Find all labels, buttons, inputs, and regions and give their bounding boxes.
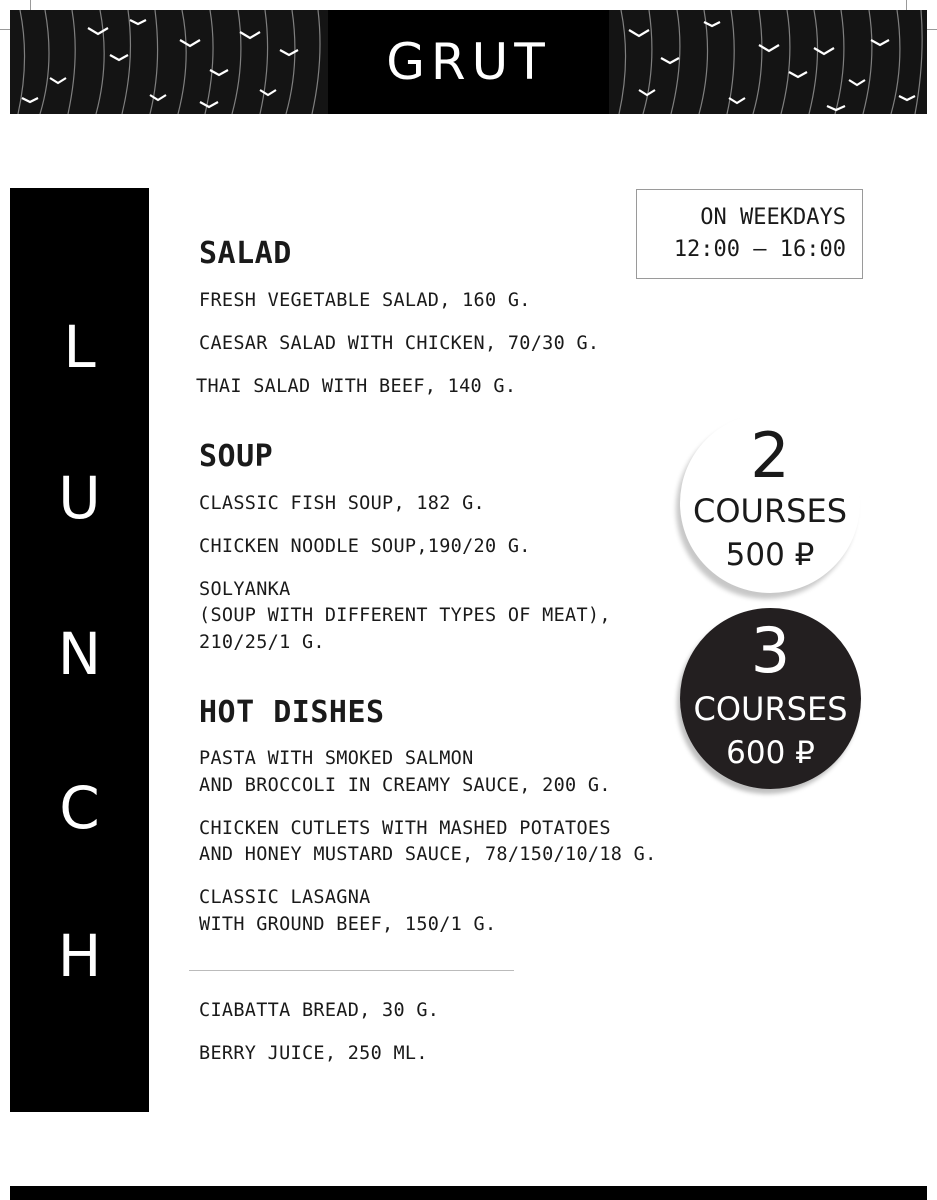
extra-item: CIABATTA BREAD, 30 G. — [199, 1000, 440, 1021]
crop-mark — [927, 29, 937, 30]
bird-pattern-right — [609, 10, 927, 114]
bottom-bar — [10, 1186, 927, 1200]
hours-box — [636, 189, 863, 279]
bird-pattern-left — [10, 10, 328, 114]
menu-item: SOLYANKA — [199, 579, 291, 600]
section-title-soup: SOUP — [199, 439, 274, 474]
offer-badge-two-courses — [680, 413, 860, 593]
menu-item: AND BROCCOLI IN CREAMY SAUCE, 200 G. — [199, 775, 611, 796]
offer-number: 3 — [750, 614, 791, 687]
divider — [189, 970, 514, 971]
lunch-sidebar — [10, 188, 149, 1112]
offer-price: 500 ₽ — [725, 537, 815, 573]
header-banner — [10, 10, 927, 114]
sidebar-letter: N — [57, 620, 102, 688]
menu-item: CHICKEN CUTLETS WITH MASHED POTATOES — [199, 818, 611, 839]
menu-item: CHICKEN NOODLE SOUP,190/20 G. — [199, 536, 531, 557]
extra-item: BERRY JUICE, 250 ML. — [199, 1043, 428, 1064]
menu-item: CLASSIC LASAGNA — [199, 887, 371, 908]
menu-item: CAESAR SALAD WITH CHICKEN, 70/30 G. — [199, 333, 600, 354]
menu-item: FRESH VEGETABLE SALAD, 160 G. — [199, 290, 531, 311]
sidebar-letter: U — [58, 464, 101, 532]
hours-days: ON WEEKDAYS — [700, 205, 846, 230]
menu-item: (SOUP WITH DIFFERENT TYPES OF MEAT), — [199, 605, 611, 626]
offer-badge-three-courses — [680, 608, 861, 789]
menu-item: PASTA WITH SMOKED SALMON — [199, 748, 474, 769]
offer-label: COURSES — [692, 492, 848, 530]
section-title-salad: SALAD — [199, 236, 292, 271]
crop-mark — [30, 0, 31, 10]
offer-number: 2 — [750, 419, 790, 492]
sidebar-letter: H — [57, 922, 102, 990]
sidebar-letter: C — [59, 774, 100, 842]
menu-item: WITH GROUND BEEF, 150/1 G. — [199, 914, 497, 935]
hours-time: 12:00 – 16:00 — [673, 237, 846, 262]
sidebar-letter: L — [63, 313, 96, 381]
offer-label: COURSES — [693, 690, 848, 728]
restaurant-title: GRUT — [328, 10, 609, 114]
section-title-hot-dishes: HOT DISHES — [199, 695, 385, 730]
crop-mark — [0, 29, 10, 30]
menu-item: AND HONEY MUSTARD SAUCE, 78/150/10/18 G. — [199, 844, 657, 865]
menu-item: CLASSIC FISH SOUP, 182 G. — [199, 493, 485, 514]
menu-item: THAI SALAD WITH BEEF, 140 G. — [196, 376, 517, 397]
crop-mark — [906, 0, 907, 10]
offer-price: 600 ₽ — [726, 735, 815, 771]
menu-item: 210/25/1 G. — [199, 632, 325, 653]
